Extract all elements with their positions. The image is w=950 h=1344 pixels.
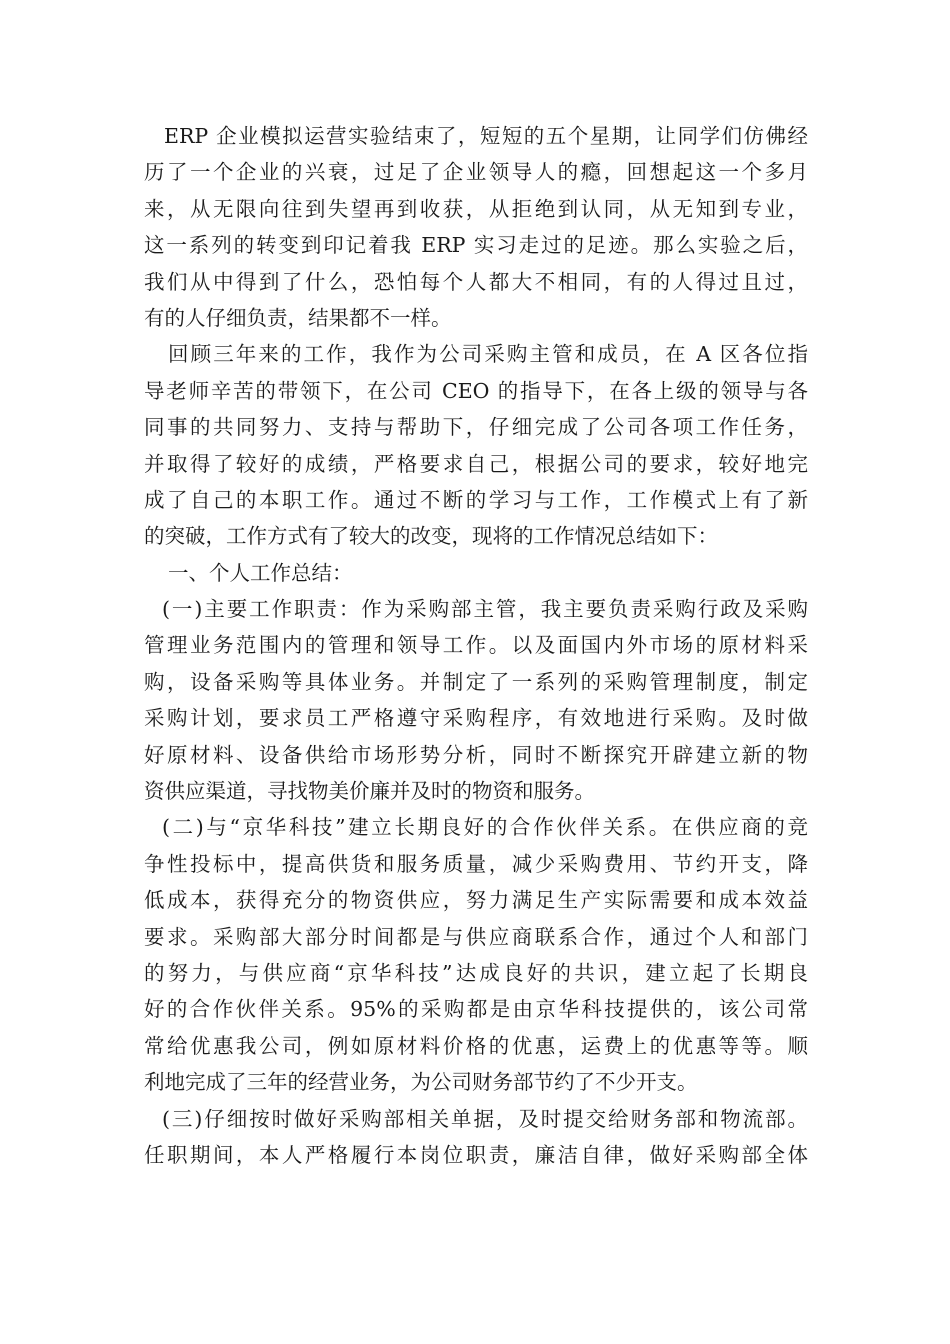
text-line: 常给优惠我公司，例如原材料价格的优惠，运费上的优惠等等。顺 — [144, 1033, 808, 1058]
text-line: 我们从中得到了什么，恐怕每个人都大不相同，有的人得过且过， — [144, 269, 808, 294]
text-line: 低成本，获得充分的物资供应，努力满足生产实际需要和成本效益 — [144, 888, 808, 913]
section-heading — [144, 555, 808, 591]
text-line: 回顾三年来的工作，我作为公司采购主管和成员，在 A 区各位指 — [168, 342, 808, 367]
text-line: 争性投标中，提高供货和服务质量，减少采购费用、节约开支，降 — [144, 851, 808, 876]
text-line: 好原材料、设备供给市场形势分析，同时不断探究开辟建立新的物 — [144, 742, 808, 767]
text-line: (三)仔细按时做好采购部相关单据，及时提交给财务部和物流部。 — [162, 1106, 808, 1131]
paragraph-item-2 — [144, 809, 808, 1100]
text-line: ERP 企业模拟运营实验结束了，短短的五个星期，让同学们仿佛经 — [164, 124, 808, 148]
text-line: 历了一个企业的兴衰，过足了企业领导人的瘾，回想起这一个多月 — [144, 160, 808, 185]
text-line: 并取得了较好的成绩，严格要求自己，根据公司的要求，较好地完 — [144, 451, 808, 476]
text-line: 采购计划，要求员工严格遵守采购程序，有效地进行采购。及时做 — [144, 706, 808, 731]
text-line: 要求。采购部大部分时间都是与供应商联系合作，通过个人和部门 — [144, 924, 808, 949]
text-line: 的努力，与供应商“京华科技”达成良好的共识，建立起了长期良 — [144, 960, 808, 985]
text-line: 管理业务范围内的管理和领导工作。以及面国内外市场的原材料采 — [144, 633, 808, 658]
text-line: 成了自己的本职工作。通过不断的学习与工作，工作模式上有了新 — [144, 487, 808, 512]
text-line: 利地完成了三年的经营业务，为公司财务部节约了不少开支。 — [144, 1070, 698, 1095]
paragraph-review — [144, 336, 808, 554]
text-line: 导老师辛苦的带领下，在公司 CEO 的指导下，在各上级的领导与各 — [144, 378, 808, 403]
text-line: 这一系列的转变到印记着我 ERP 实习走过的足迹。那么实验之后， — [144, 233, 808, 258]
text-line: 任职期间，本人严格履行本岗位职责，廉洁自律，做好采购部全体 — [144, 1142, 808, 1167]
text-line: 资供应渠道，寻找物美价廉并及时的物资和服务。 — [144, 779, 595, 804]
paragraph-intro — [144, 118, 808, 336]
paragraph-item-3 — [144, 1101, 808, 1174]
document-body — [144, 118, 808, 1173]
text-line: 好的合作伙伴关系。95%的采购都是由京华科技提供的，该公司常 — [144, 997, 808, 1022]
text-line: 一、个人工作总结： — [168, 560, 353, 585]
text-line: 同事的共同努力、支持与帮助下，仔细完成了公司各项工作任务， — [144, 415, 808, 440]
paragraph-item-1 — [144, 591, 808, 809]
text-line: 来，从无限向往到失望再到收获，从拒绝到认同，从无知到专业， — [144, 196, 808, 221]
text-line: 的突破，工作方式有了较大的改变，现将的工作情况总结如下： — [144, 524, 718, 549]
text-line: 购，设备采购等具体业务。并制定了一系列的采购管理制度，制定 — [144, 669, 808, 694]
text-line: 有的人仔细负责，结果都不一样。 — [144, 305, 452, 330]
text-line: (二)与“京华科技”建立长期良好的合作伙伴关系。在供应商的竞 — [162, 815, 808, 840]
text-line: (一)主要工作职责：作为采购部主管，我主要负责采购行政及采购 — [162, 597, 808, 622]
